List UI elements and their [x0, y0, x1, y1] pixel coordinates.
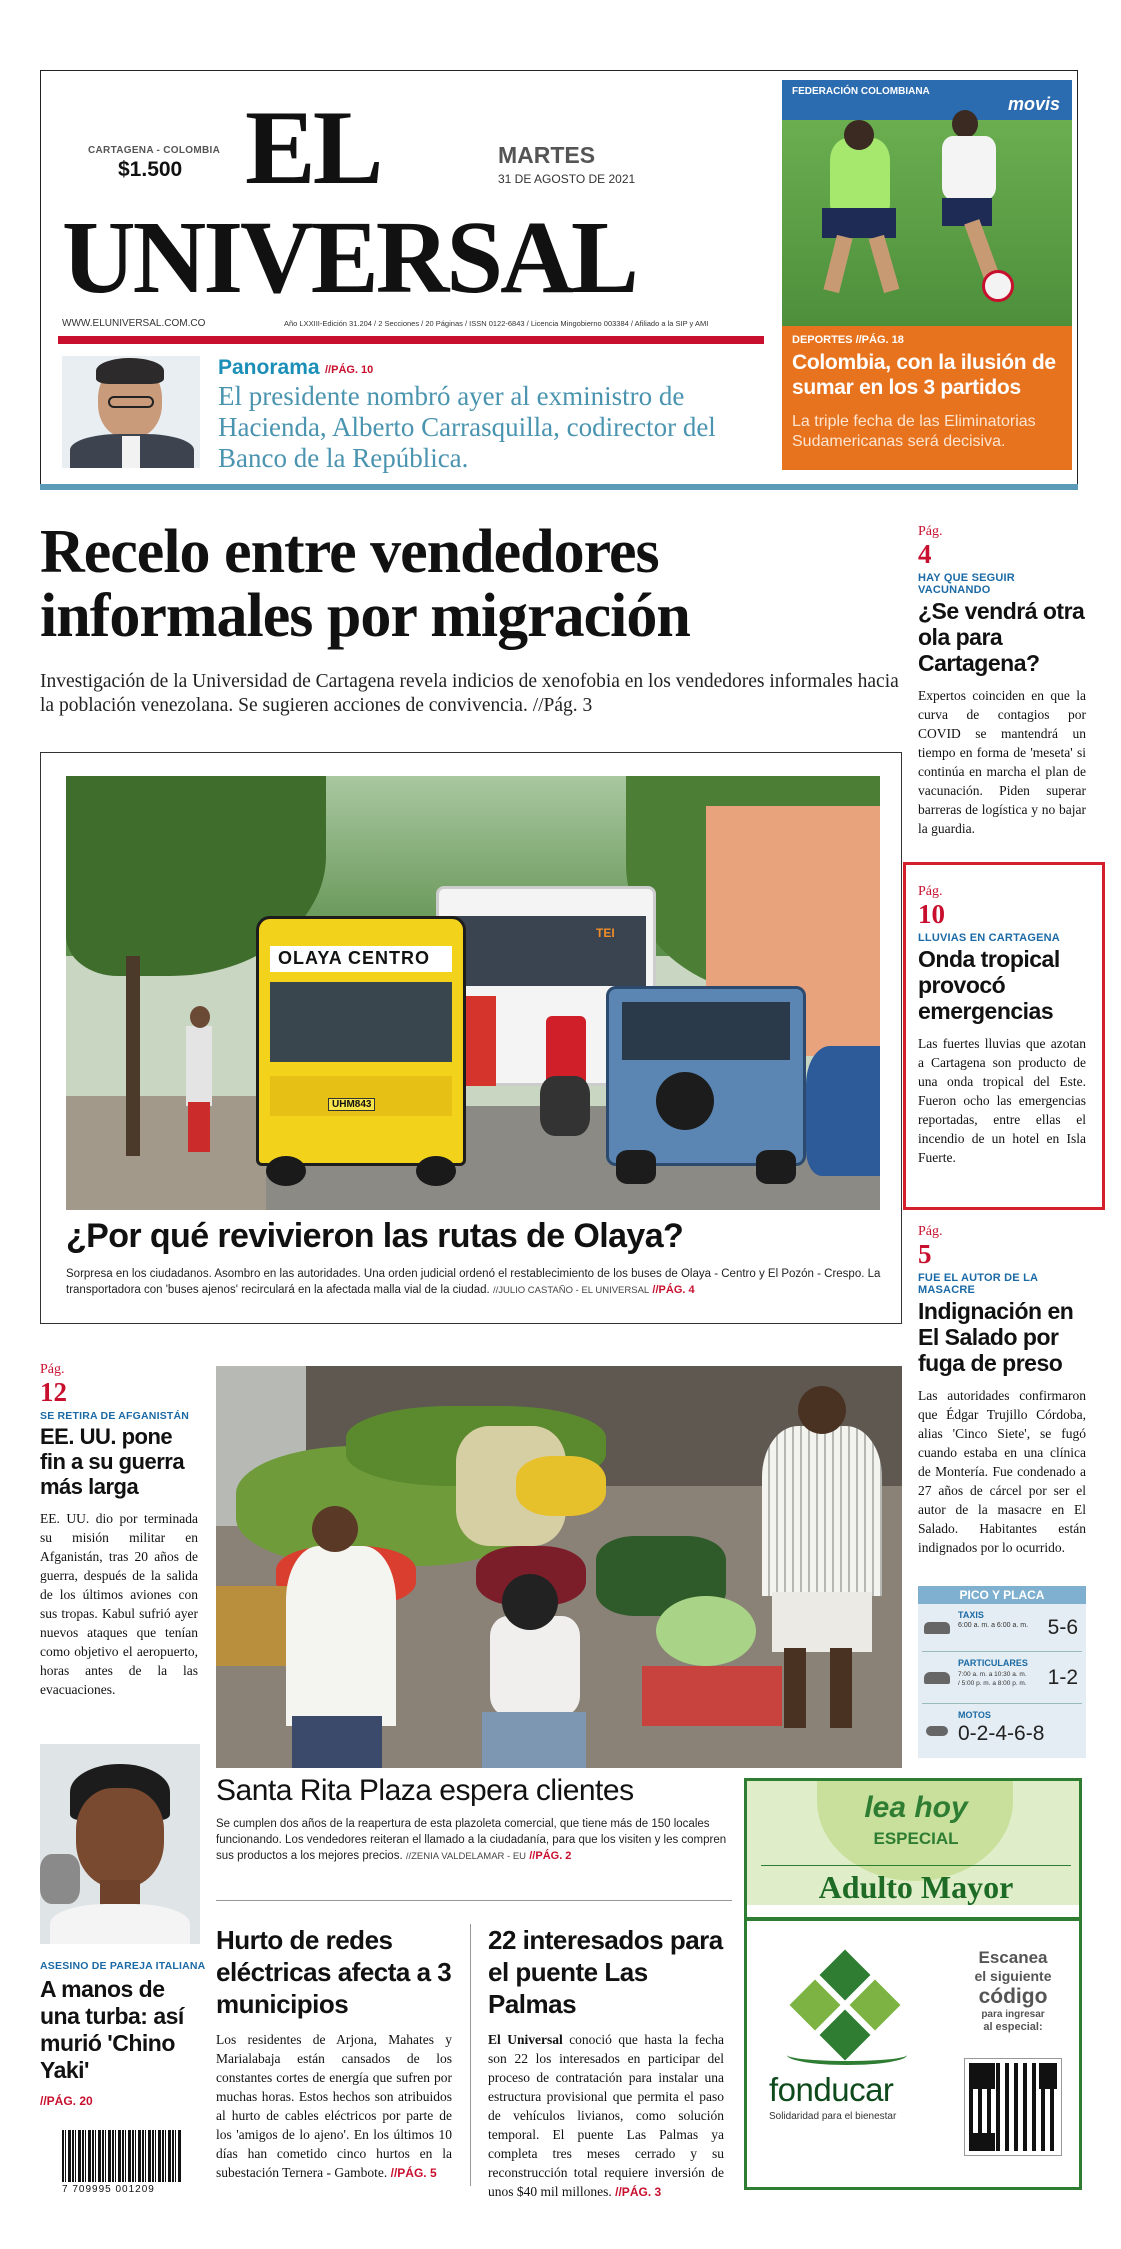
hurto-body-text: Los residentes de Arjona, Mahates y Marialabaja están cansados de los constantes cortes de energía que sufren por muchas horas. Estos hechos son atribuidos al hurto de cables eléctricos por parte de los 'amigos de lo ajeno'. En los últimos 10 días han cometido cinco hurtos en la subestación Ternera - Gambote.: [216, 2032, 452, 2180]
side-item-body: Expertos coinciden en que la curva de contagios por COVID se mantendrá un tiempo en forma de 'meseta' si continúa en marcha el plan de vacunación. Piden superar barreras de logística y no bajar la guardia.: [918, 688, 1086, 836]
pico-placa-label: MOTOS: [958, 1710, 991, 1720]
pico-placa-hours: 7:00 a. m. a 10:30 a. m. / 5:00 p. m. a 8:00 p. m.: [958, 1671, 1027, 1687]
sports-deck: La triple fecha de las Eliminatorias Sudamericanas será decisiva.: [792, 413, 1036, 450]
ad-scan-line2: el siguiente: [974, 1968, 1052, 1984]
side-item-pag-num: 5: [918, 1239, 932, 1269]
ad-title: Adulto Mayor: [818, 1869, 1014, 1905]
sports-photo-sign: FEDERACIÓN COLOMBIANA: [792, 86, 930, 97]
puente-story[interactable]: [488, 1924, 724, 2202]
panorama-page[interactable]: //PÁG. 10: [325, 364, 374, 376]
bus2-sign: TEI: [596, 926, 615, 940]
panorama-portrait: [62, 356, 200, 468]
pico-placa-label: TAXIS: [958, 1610, 984, 1620]
masthead-date: 31 DE AGOSTO DE 2021: [498, 172, 636, 186]
market-photo: [216, 1366, 902, 1768]
lead-headline[interactable]: Recelo entre vendedores informales por migración: [40, 518, 690, 650]
market-deck-text: Se cumplen dos años de la reapertura de esta plazoleta comercial, que tiene más de 150 locales funcionando. Los vendedores reiteran el llamado a la ciudadanía, para que los visiten y les compren sus productos a los mejores precios.: [216, 1818, 727, 1862]
ad-top-line2: ESPECIAL: [873, 1829, 959, 1848]
sports-headline: Colombia, con la ilusión de sumar en los 3 partidos: [792, 351, 1056, 399]
ad-scan-text: [953, 1949, 1073, 2034]
ad-box[interactable]: [744, 1778, 1082, 2190]
bus-plate: UHM843: [328, 1098, 375, 1111]
side-item-pag-num: 4: [918, 539, 932, 569]
pico-placa-digits: 5-6: [1047, 1616, 1078, 1639]
ad-brand: fonducar: [769, 2071, 894, 2108]
market-divider: [216, 1900, 732, 1901]
pico-placa-row-particulares: [922, 1656, 1082, 1704]
pico-placa-hours: 6:00 a. m. a 6:00 a. m.: [958, 1622, 1029, 1629]
car-icon: [924, 1672, 950, 1684]
pico-placa-label: PARTICULARES: [958, 1658, 1028, 1668]
column-divider: [470, 1924, 471, 2186]
afganistan-pag-num: 12: [40, 1377, 67, 1407]
market-headline[interactable]: Santa Rita Plaza espera clientes: [216, 1774, 634, 1807]
feature-headline[interactable]: ¿Por qué revivieron las rutas de Olaya?: [66, 1217, 684, 1255]
market-credit: //ZENIA VALDELAMAR - EU: [405, 1851, 527, 1862]
market-deck: [216, 1816, 736, 1865]
taxi-icon: [924, 1622, 950, 1634]
afganistan-kicker: SE RETIRA DE AFGANISTÁN: [40, 1410, 190, 1422]
feature-photo: [66, 776, 880, 1210]
puente-page[interactable]: //PÁG. 3: [615, 2185, 662, 2199]
pico-placa-title: PICO Y PLACA: [918, 1586, 1086, 1604]
side-item-el-salado[interactable]: [918, 1224, 1086, 1557]
motorcycle-icon: [926, 1726, 948, 1736]
ad-scan-line3: código: [978, 1985, 1048, 2008]
panorama-text: El presidente nombró ayer al exministro de Hacienda, Alberto Carrasquilla, codirector del Banco de la República.: [218, 381, 716, 473]
lead-deck: Investigación de la Universidad de Cartagena revela indicios de xenofobia en los vendedores informales hacia la población venezolana. Se sugieren acciones de convivencia. //Pág. 3: [40, 671, 899, 716]
side-item-headline: Indignación en El Salado por fuga de preso: [918, 1298, 1074, 1376]
afganistan-pag-label: Pág.: [40, 1362, 65, 1377]
chino-yaki-page[interactable]: //PÁG. 20: [40, 2094, 93, 2108]
side-item-kicker: LLUVIAS EN CARTAGENA: [918, 932, 1060, 944]
masthead-website[interactable]: WWW.ELUNIVERSAL.COM.CO: [62, 318, 206, 329]
side-item-kicker: HAY QUE SEGUIR VACUNANDO: [918, 572, 1015, 596]
afganistan-body: EE. UU. dio por terminada su misión militar en Afganistán, tras 20 años de guerra, después de la salida de los últimos aviones con sus tropas. Kabul sufrió ayer nuevos ataques que tenían como objetivo el aeropuerto, horas antes de la las evacuaciones.: [40, 1511, 198, 1697]
ad-tagline: Solidaridad para el bienestar: [769, 2111, 897, 2122]
side-item-pag-label: Pág.: [918, 524, 943, 539]
afganistan-headline: EE. UU. pone fin a su guerra más larga: [40, 1424, 185, 1499]
feature-deck: [66, 1266, 886, 1299]
masthead-bottom-rule: [40, 484, 1078, 490]
hurto-headline: Hurto de redes eléctricas afecta a 3 municipios: [216, 1925, 452, 2019]
hurto-body: [216, 2030, 452, 2183]
ad-title-rule-top: [761, 1865, 1071, 1866]
ad-scan-line1: Escanea: [978, 1948, 1048, 1967]
barcode-number: 7 709995 001209: [62, 2184, 155, 2195]
masthead-price: $1.500: [118, 158, 183, 181]
puente-headline: 22 interesados para el puente Las Palmas: [488, 1925, 723, 2019]
pico-placa-row-motos: [922, 1708, 1082, 1754]
masthead-title-line1: EL: [245, 89, 381, 206]
panorama-label: Panorama: [218, 356, 320, 379]
barcode: [62, 2130, 182, 2182]
pico-placa-row-taxis: [922, 1608, 1082, 1652]
ad-top-line1: lea hoy: [864, 1791, 968, 1824]
side-item-pag-label: Pág.: [918, 884, 943, 899]
chino-yaki-kicker: ASESINO DE PAREJA ITALIANA: [40, 1960, 206, 1972]
pico-placa-digits: 0-2-4-6-8: [958, 1722, 1045, 1745]
puente-body-text: conoció que hasta la fecha son 22 los interesados en participar del proceso de contratación para instalar una estructura provisional que permita el paso de vehículos livianos, como solución temporal. El puente Las Palmas ya completa tres meses cerrado y su reconstrucción total requiere inversión de unos $40 mil millones.: [488, 2032, 724, 2199]
ad-title-rule: [747, 1917, 1082, 1921]
sports-photo-sign-2: movis: [1008, 94, 1061, 114]
side-item-kicker: FUE EL AUTOR DE LA MASACRE: [918, 1272, 1038, 1296]
masthead-title-line2: UNIVERSAL: [62, 200, 636, 315]
side-item-body: Las fuertes lluvias que azotan a Cartagena son producto de una onda tropical del Este. Fueron ocho las emergencias reportadas, entre ellas el incendio de un hotel en Isla Fuerte.: [918, 1036, 1086, 1165]
market-page[interactable]: //PÁG. 2: [529, 1850, 572, 1862]
afganistan-story[interactable]: [40, 1362, 198, 1699]
chino-yaki-headline[interactable]: A manos de una turba: así murió 'Chino Yaki': [40, 1976, 184, 2083]
chino-yaki-photo: [40, 1744, 200, 1944]
masthead-edition-info: Año LXXIII-Edición 31.204 / 2 Secciones / 20 Páginas / ISSN 0122-6843 / Licencia Mingobierno 003384 / Afiliado a la SIP y AMI: [284, 319, 709, 328]
sports-kicker: DEPORTES //PÁG. 18: [792, 334, 904, 346]
masthead-red-rule: [58, 336, 764, 344]
puente-body: [488, 2030, 724, 2202]
hurto-story[interactable]: [216, 1924, 452, 2183]
side-item-pag-label: Pág.: [918, 1224, 943, 1239]
feature-credit: //JULIO CASTAÑO - EL UNIVERSAL: [492, 1285, 650, 1296]
puente-lead-bold: El Universal: [488, 2032, 563, 2047]
masthead-city: CARTAGENA - COLOMBIA: [88, 145, 221, 156]
ad-scan-line4: para ingresar: [981, 2009, 1045, 2020]
ad-scan-line5: al especial:: [983, 2021, 1043, 2033]
sports-photo: [782, 80, 1072, 326]
bus-destination-sign: OLAYA CENTRO: [278, 948, 431, 968]
masthead-weekday: MARTES: [498, 142, 596, 168]
qr-code-icon[interactable]: [965, 2059, 1061, 2155]
feature-deck-text: Sorpresa en los ciudadanos. Asombro en las autoridades. Una orden judicial ordenó el restablecimiento de los buses de Olaya - Centro y El Pozón - Crespo. La transportadora con 'buses ajenos' recirculará en la afectada malla vial de la ciudad.: [66, 1268, 881, 1296]
pico-placa-digits: 1-2: [1047, 1666, 1078, 1689]
fonducar-logo-icon: [787, 1957, 907, 2067]
side-item-vacunacion[interactable]: [918, 524, 1086, 838]
side-item-headline: Onda tropical provocó emergencias: [918, 946, 1060, 1024]
feature-page[interactable]: //PÁG. 4: [652, 1284, 695, 1296]
side-item-lluvias: [918, 884, 1086, 1167]
side-item-body: Las autoridades confirmaron que Édgar Trujillo Córdoba, alias 'Cinco Siete', se fugó cuando estaba en una clínica de Montería. Fue condenado a 27 años de cárcel por ser el autor de la masacre en El Salado. Habitantes están indignados por lo ocurrido.: [918, 1388, 1086, 1555]
side-item-pag-num: 10: [918, 899, 945, 929]
hurto-page[interactable]: //PÁG. 5: [390, 2166, 437, 2180]
side-item-headline: ¿Se vendrá otra ola para Cartagena?: [918, 598, 1085, 676]
